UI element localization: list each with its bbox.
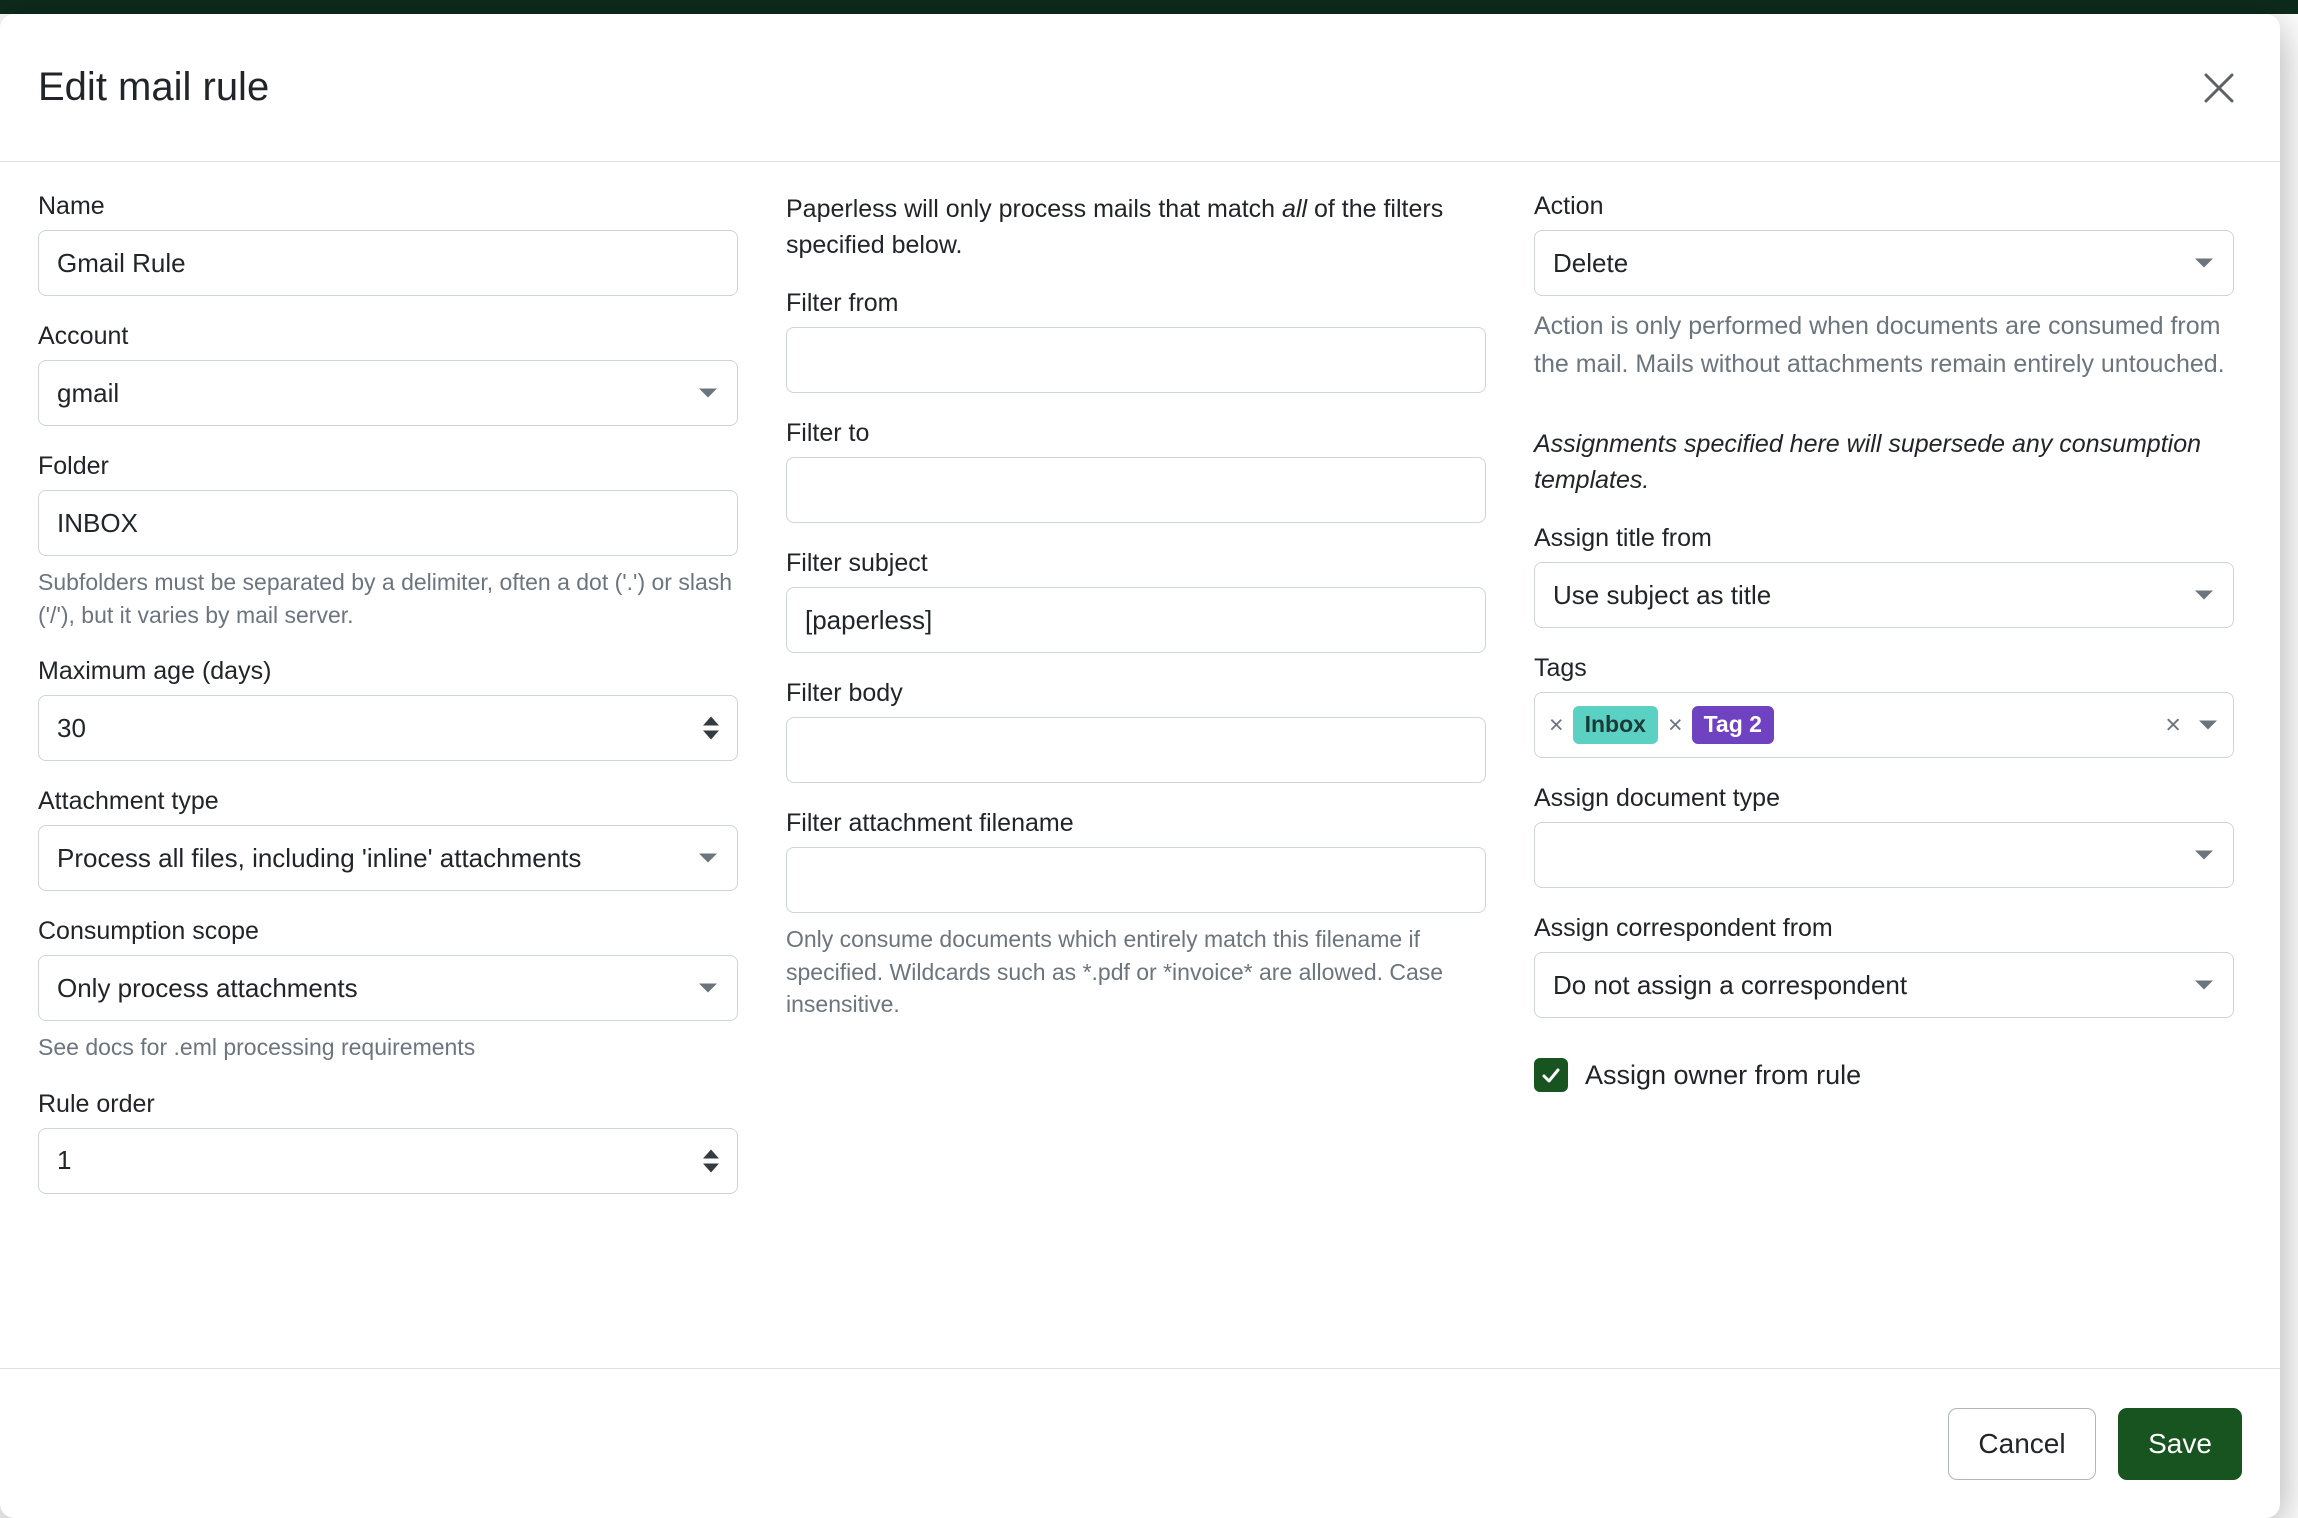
filter-attachment-help-text: Only consume documents which entirely match this filename if specified. Wildcards such as *.pdf or *invoice* are allowed. Case insensitive.: [786, 926, 1444, 1018]
assign-title-from-value: Use subject as title: [1553, 579, 1772, 610]
remove-tag-icon[interactable]: ×: [1667, 710, 1683, 739]
maximum-age-value: 30: [57, 712, 86, 743]
stepper-arrows-icon[interactable]: [703, 1149, 719, 1172]
stepper-arrows-icon[interactable]: [703, 717, 719, 740]
action-select[interactable]: [1534, 230, 2234, 296]
tags-multiselect[interactable]: [1534, 692, 2234, 758]
name-label: Name: [38, 192, 105, 220]
chevron-down-icon: [699, 389, 717, 398]
assign-title-from-label: Assign title from: [1534, 524, 1712, 552]
left-column: [38, 192, 738, 1368]
right-column: [1534, 192, 2234, 1368]
action-select-value: Delete: [1553, 247, 1629, 278]
account-select[interactable]: [38, 360, 738, 426]
filter-to-input[interactable]: [786, 457, 1486, 523]
filter-subject-input[interactable]: [paperless]: [786, 587, 1486, 653]
rule-order-label: Rule order: [38, 1089, 155, 1118]
rule-order-value: 1: [57, 1145, 72, 1176]
assign-title-from-select[interactable]: [1534, 562, 2234, 628]
tag-chip[interactable]: [1668, 706, 1774, 744]
action-help-text: Action is only performed when documents are consumed from the mail. Mails without attachments remain entirely untouched.: [1534, 312, 2225, 378]
consumption-scope-help-text: See docs for .eml processing requirements: [38, 1034, 476, 1061]
middle-column: [786, 192, 1486, 1368]
chevron-down-icon: [2195, 591, 2213, 600]
filter-attachment-filename-input[interactable]: [786, 847, 1486, 913]
assign-document-type-label: Assign document type: [1534, 784, 1780, 812]
chevron-down-icon: [2195, 851, 2213, 860]
maximum-age-input[interactable]: [38, 695, 738, 761]
filter-to-label: Filter to: [786, 419, 870, 447]
filter-from-input[interactable]: [786, 327, 1486, 393]
tag-chip-label: Tag 2: [1692, 706, 1774, 744]
chevron-down-icon: [2195, 981, 2213, 990]
cancel-button[interactable]: Cancel: [1948, 1408, 2096, 1480]
folder-help-text: Subfolders must be separated by a delimiter, often a dot ('.') or slash ('/'), but it varies by mail server.: [38, 569, 733, 628]
dialog-body: [0, 162, 2280, 1368]
save-button[interactable]: Save: [2118, 1408, 2242, 1480]
clear-tags-icon[interactable]: ×: [2165, 709, 2181, 740]
rule-order-input[interactable]: [38, 1128, 738, 1194]
folder-input[interactable]: INBOX: [38, 490, 738, 556]
chevron-down-icon[interactable]: [2199, 721, 2217, 730]
filters-intro-emphasis: all: [1282, 195, 1308, 223]
assignments-note: Assignments specified here will supersede any consumption templates.: [1534, 430, 2202, 494]
close-icon[interactable]: [2196, 65, 2242, 111]
assign-correspondent-from-label: Assign correspondent from: [1534, 914, 1833, 942]
chevron-down-icon: [699, 854, 717, 863]
assign-owner-from-rule-row[interactable]: [1534, 1058, 2234, 1092]
filter-subject-label: Filter subject: [786, 549, 928, 577]
assign-correspondent-from-select[interactable]: [1534, 952, 2234, 1018]
account-select-value: gmail: [57, 377, 120, 408]
consumption-scope-value: Only process attachments: [57, 972, 358, 1003]
tag-chip-label: Inbox: [1573, 706, 1658, 744]
tags-controls: [2165, 709, 2217, 740]
assign-owner-label: Assign owner from rule: [1585, 1059, 1862, 1090]
folder-label: Folder: [38, 452, 109, 480]
filter-attachment-filename-label: Filter attachment filename: [786, 809, 1074, 837]
dialog-header: [0, 14, 2280, 162]
chevron-down-icon: [699, 984, 717, 993]
attachment-type-label: Attachment type: [38, 787, 219, 816]
dialog-footer: [0, 1368, 2280, 1518]
filter-body-label: Filter body: [786, 679, 903, 707]
edit-mail-rule-dialog: [0, 14, 2280, 1518]
assign-correspondent-from-value: Do not assign a correspondent: [1553, 969, 1908, 1000]
account-label: Account: [38, 322, 129, 350]
filter-body-input[interactable]: [786, 717, 1486, 783]
attachment-type-value: Process all files, including 'inline' attachments: [57, 842, 582, 873]
consumption-scope-label: Consumption scope: [38, 917, 259, 946]
action-label: Action: [1534, 192, 1604, 220]
name-input[interactable]: Gmail Rule: [38, 230, 738, 296]
remove-tag-icon[interactable]: ×: [1549, 710, 1564, 739]
filters-intro-text: [786, 192, 1486, 263]
dialog-title: Edit mail rule: [38, 65, 270, 109]
tag-chip[interactable]: [1549, 706, 1658, 744]
maximum-age-label: Maximum age (days): [38, 657, 272, 686]
assign-owner-checkbox[interactable]: [1534, 1058, 1568, 1092]
assign-document-type-select[interactable]: [1534, 822, 2234, 888]
chevron-down-icon: [2195, 259, 2213, 268]
consumption-scope-select[interactable]: [38, 955, 738, 1021]
attachment-type-select[interactable]: [38, 825, 738, 891]
browser-chrome-strip: [0, 0, 2298, 14]
tags-label: Tags: [1534, 654, 1587, 682]
filter-from-label: Filter from: [786, 289, 899, 317]
filters-intro-post: of the filters specified below.: [786, 195, 1444, 259]
filters-intro-pre: Paperless will only process mails that match: [786, 195, 1283, 223]
